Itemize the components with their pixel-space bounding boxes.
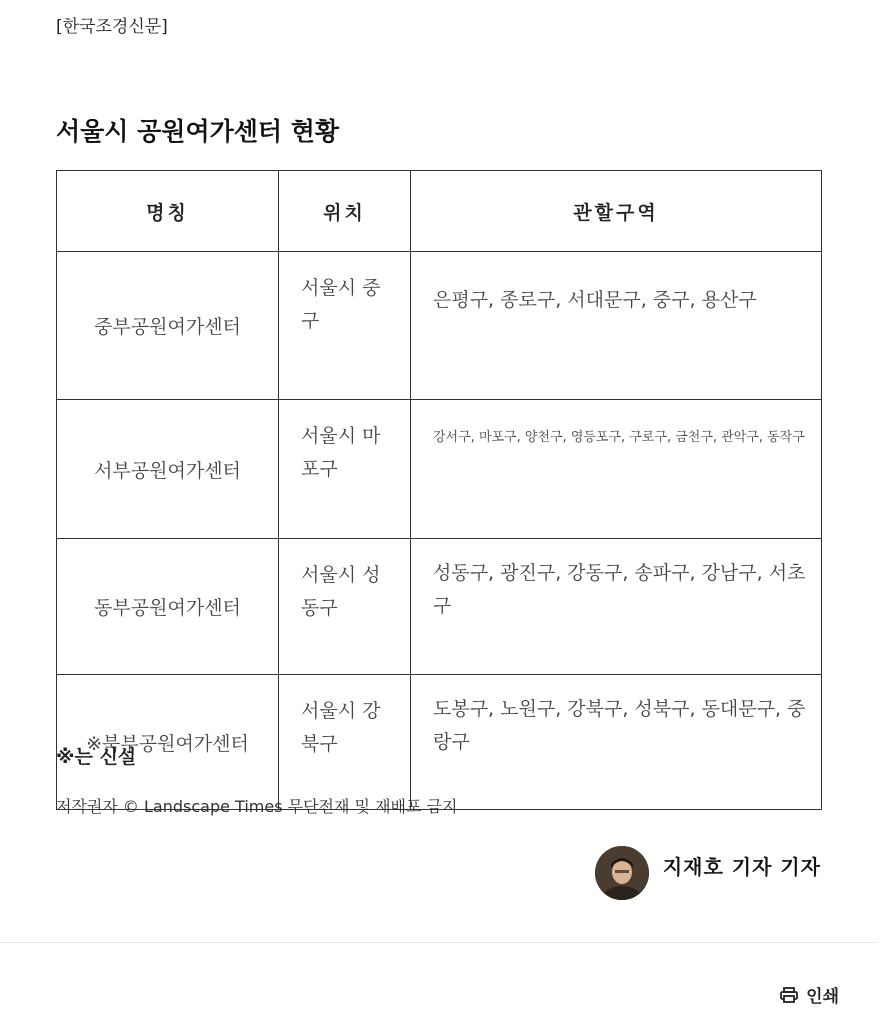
center-districts: 도봉구, 노원구, 강북구, 성북구, 동대문구, 중랑구: [411, 675, 822, 810]
header-location: 위치: [279, 171, 411, 252]
center-districts: 강서구, 마포구, 양천구, 영등포구, 구로구, 금천구, 관악구, 동작구: [411, 400, 822, 539]
center-location: 서울시 중 구: [279, 252, 411, 400]
author-avatar[interactable]: [595, 846, 649, 900]
section-divider: [0, 942, 878, 943]
header-districts: 관할구역: [411, 171, 822, 252]
copyright-notice: 저작권자 © Landscape Times 무단전재 및 재배포 금지: [56, 797, 458, 816]
author-name: 지재호 기자 기자: [662, 854, 821, 879]
table-row: [57, 252, 822, 400]
center-location: 서울시 마 포구: [279, 400, 411, 539]
print-label: 인쇄: [806, 987, 839, 1007]
center-name: 동부공원여가센터: [57, 539, 279, 675]
table-heading: 서울시 공원여가센터 현황: [56, 117, 340, 146]
printer-icon: [780, 987, 798, 1003]
table-row: [57, 539, 822, 675]
author-profile[interactable]: [595, 846, 821, 900]
park-centers-table: [56, 170, 822, 810]
table-header-row: [57, 171, 822, 252]
table-row: [57, 675, 822, 810]
center-name: 중부공원여가센터: [57, 252, 279, 400]
center-name: 서부공원여가센터: [57, 400, 279, 539]
table-row: [57, 400, 822, 539]
new-center-note: ※는 신설: [56, 746, 137, 768]
center-location: 서울시 성 동구: [279, 539, 411, 675]
center-location: 서울시 강 북구: [279, 675, 411, 810]
center-name: ※북부공원여가센터: [57, 675, 279, 810]
center-districts: 은평구, 종로구, 서대문구, 중구, 용산구: [411, 252, 822, 400]
news-source: [한국조경신문]: [56, 17, 168, 37]
header-name: 명칭: [57, 171, 279, 252]
print-button[interactable]: [780, 982, 839, 1007]
center-districts: 성동구, 광진구, 강동구, 송파구, 강남구, 서초구: [411, 539, 822, 675]
